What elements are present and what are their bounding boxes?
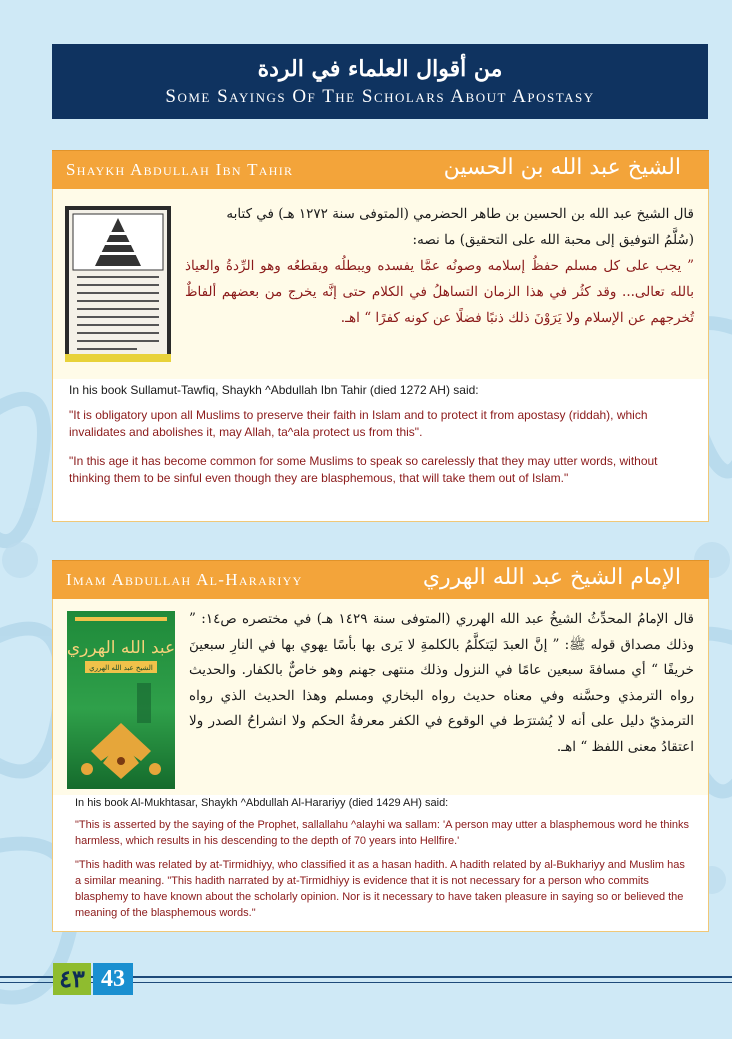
- header-title-arabic: من أقوال العلماء في الردة: [257, 56, 503, 82]
- section2-name-arabic: الإمام الشيخ عبد الله الهرري: [422, 565, 681, 590]
- section1-body: [52, 189, 709, 522]
- section-shaykh-abdullah-ibn-tahir: [52, 150, 709, 522]
- section2-arabic-text: قال الإمامُ المحدِّثُ الشيخُ عبد الله الهرري (المتوفى سنة ١٤٢٩ هـ) في مختصره ص١٤: ” وذلك مصداق قوله ﷺ: ” إنَّ العبدَ ليَتكلَّمُ بالكلمةِ لا يَرى بها بأسًا يهوي بها في النارِ سبعينَ خريفًا “ أي مسافةَ سبعين عامًا في النزول وذلك منتهى جهنم وهو خاصٌّ بالكفار. والحديث رواه الترمذي وحسَّنه وفي معناه حديث رواه البخاري ومسلم وهذا الحديث الذي رواه الترمذيّ دليل على أنه لا يُشترَط في الوقوع في الكفر معرفةُ الحكم ولا انشراحُ الصدر ولا اعتقادُ معنى اللفظ “ اهـ.: [189, 611, 694, 755]
- section1-arabic-line2: (سُلَّمُ التوفيق إلى محبة الله على التحقيق) ما نصه:: [412, 232, 694, 248]
- section1-english-quote1: "It is obligatory upon all Muslims to preserve their faith in Islam and to protect it from apostasy (riddah), which invalidates and abolishes it, may Allah, ta^ala protect us from this".: [69, 408, 648, 439]
- section1-name-arabic: الشيخ عبد الله بن الحسين: [443, 155, 681, 180]
- book-cover-title: عبد الله الهرري: [67, 638, 175, 658]
- section1-english-intro: In his book Sullamut-Tawfiq, Shaykh ^Abdullah Ibn Tahir (died 1272 AH) said:: [69, 383, 479, 397]
- section1-arabic-quote: ” يجب على كل مسلم حفظُ إسلامه وصونُه عمَّا يفسده ويبطلُه ويقطعُه وهو الرِّدةُ والعياذ بالله تعالى... وقد كثُر في هذا الزمان التساهلُ في الكلام حتى إنَّه يخرج من بعضهم ألفاظٌ تُخرجهم عن الإسلام ولا يَرَوْنَ ذلك ذنبًا فضلًا عن كونه كفرًا “ اهـ.: [185, 258, 694, 326]
- section2-english-quote1: "This is asserted by the saying of the Prophet, sallallahu ^alayhi wa sallam: 'A person may utter a blasphemous word he thinks harmless, which results in his descending to the depth of 70 years into Hellfire.': [75, 819, 690, 847]
- section1-arabic-line1: قال الشيخ عبد الله بن الحسين بن طاهر الحضرمي (المتوفى سنة ١٢٧٢ هـ) في كتابه: [226, 206, 694, 222]
- book-cover-subtitle: الشيخ عبد الله الهرري: [89, 664, 153, 672]
- section1-heading: [52, 150, 709, 189]
- page-header: [52, 44, 708, 119]
- section1-english-quote2: "In this age it has become common for some Muslims to speak so carelessly that they may utter words, without thinking them to be sinful even though they are blasphemous, that will take them out of Islam.": [69, 454, 658, 485]
- section2-english-area: [53, 795, 708, 931]
- page-number-arabic: ٤٣: [53, 963, 91, 995]
- page-number-english: 43: [93, 963, 133, 995]
- section2-name-english: Imam Abdullah Al-Harariyy: [66, 570, 303, 589]
- section2-heading: [52, 560, 709, 599]
- section2-english-intro: In his book Al-Mukhtasar, Shaykh ^Abdullah Al-Harariyy (died 1429 AH) said:: [75, 797, 449, 809]
- section1-arabic-text: [185, 201, 694, 331]
- book-cover-sullam-image: [65, 206, 171, 362]
- section2-english-quote2: "This hadith was related by at-Tirmidhiyy, who classified it as a hasan hadith. A hadith related by al-Bukhariyy and Muslim has a similar meaning. "This hadith narrated by at-Tirmidhiyy is evidence that it is not necessary for a person who commits blasphemy to have known about the scholarly opinion. Nor is it necessary to have taken pleasure in saying so or believed the meaning of the blasphemous words.": [75, 859, 685, 919]
- section-imam-abdullah-al-harariyy: [52, 560, 709, 932]
- book-cover-harariyy-image: [67, 611, 175, 789]
- section1-english-area: [53, 379, 708, 521]
- header-title-english: Some Sayings Of The Scholars About Apostasy: [165, 86, 595, 107]
- section1-name-english: Shaykh Abdullah Ibn Tahir: [66, 160, 294, 179]
- section2-body: [52, 599, 709, 932]
